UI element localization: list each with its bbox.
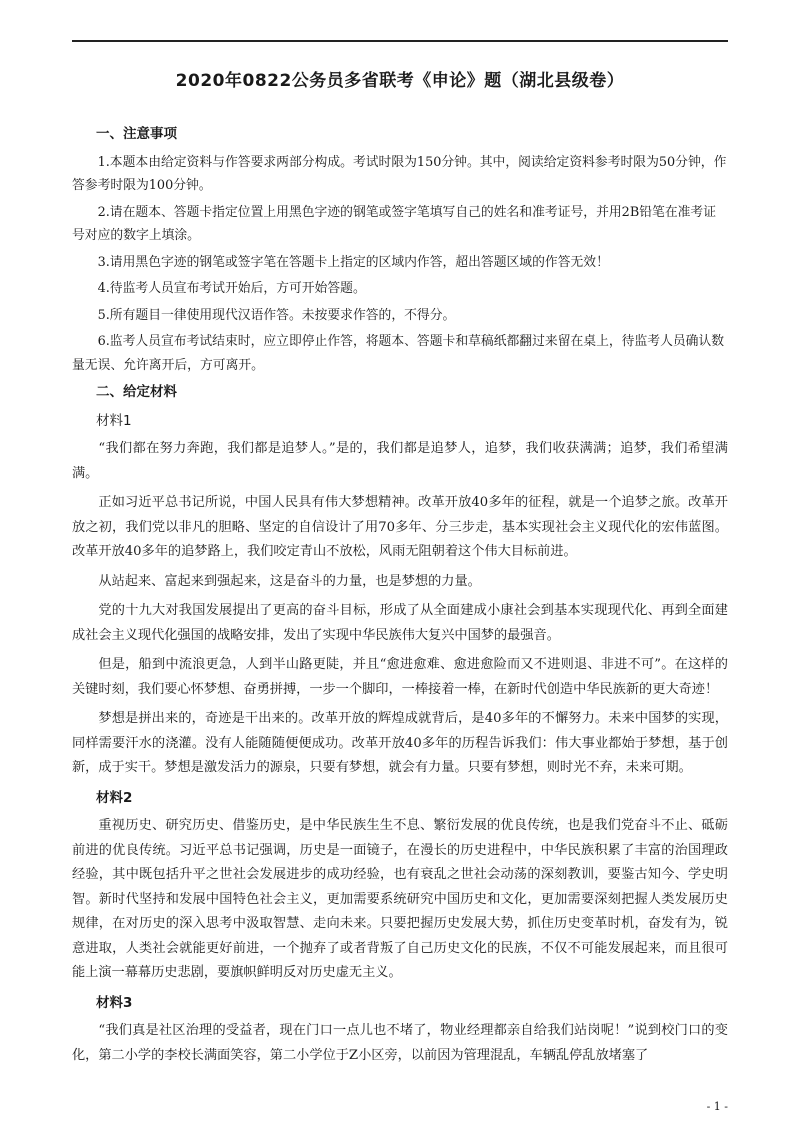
material-2-paragraph: 重视历史、研究历史、借鉴历史，是中华民族生生不息、繁衍发展的优良传统，也是我们党奋斗不止、砥砺前进的优良传统。习近平总书记强调，历史是一面镜子，在漫长的历史进程中，中华民族积累了丰富的治国理政经验，其中既包括升平之世社会发展进步的成功经验，也有衰乱之世社会动荡的深刻教训，要鉴古知今、学史明智。新时代坚持和发展中国特色社会主义，更加需要系统研究中国历史和文化，更加需要深刻把握人类发展历史规律，在对历史的深入思考中汲取智慧、走向未来。只要把握历史发展大势，抓住历史变革时机，奋发有为，锐意进取，人类社会就能更好前进，一个抛弃了或者背叛了自己历史文化的民族，不仅不可能发展起来，而且很可能上演一幕幕历史悲剧，要旗帜鲜明反对历史虚无主义。 <box>72 818 728 980</box>
material-3-paragraph: “我们真是社区治理的受益者，现在门口一点儿也不堵了，物业经理都亲自给我们站岗呢！”说到校门口的变化，第二小学的李校长满面笑容，第二小学位于Z小区旁，以前因为管理混乱，车辆乱停乱放堵塞了 <box>72 1023 728 1063</box>
note-item-3: 3.请用黑色字迹的钢笔或签字笔在答题卡上指定的区域内作答，超出答题区域的作答无效！ <box>97 254 609 270</box>
material-1-paragraph: 正如习近平总书记所说，中国人民具有伟大梦想精神。改革开放40多年的征程，就是一个追梦之旅。改革开放之初，我们党以非凡的胆略、坚定的自信设计了用70多年、分三步走，基本实现社会主义现代化的宏伟蓝图。改革开放40多年的追梦路上，我们咬定青山不放松，风雨无阻朝着这个伟大目标前进。 <box>72 495 728 559</box>
material-1-paragraph: 从站起来、富起来到强起来，这是奋斗的力量，也是梦想的力量。 <box>98 573 481 589</box>
page-number: - 1 - <box>706 1100 728 1113</box>
material-3-label: 材料3 <box>96 994 133 1011</box>
material-1-paragraph: “我们都在努力奔跑，我们都是追梦人。”是的，我们都是追梦人，追梦，我们收获满满；追梦，我们希望满满。 <box>72 441 728 481</box>
header-rule <box>72 40 728 42</box>
material-1-paragraph: 但是，船到中流浪更急，人到半山路更陡，并且“愈进愈难、愈进愈险而又不进则退、非进不可”。在这样的关键时刻，我们要心怀梦想、奋勇拼搏，一步一个脚印，一棒接着一棒，在新时代创造中华民族新的更大奇迹！ <box>72 657 728 697</box>
note-item-4: 4.待监考人员宣布考试开始后，方可开始答题。 <box>97 281 366 296</box>
material-1-label: 材料1 <box>96 412 132 429</box>
material-1-paragraph: 梦想是拼出来的，奇迹是干出来的。改革开放的辉煌成就背后，是40多年的不懈努力。未来中国梦的实现，同样需要汗水的浇灌。没有人能随随便便成功。改革开放40多年的历程告诉我们：伟大事业都始于梦想，基于创新，成于实干。梦想是激发活力的源泉，只要有梦想，就会有力量。只要有梦想，则时光不弃，未来可期。 <box>72 711 728 775</box>
note-item-6: 6.监考人员宣布考试结束时，应立即停止作答，将题本、答题卡和草稿纸都翻过来留在桌上，待监考人员确认数量无误、允许离开后，方可离开。 <box>72 334 725 373</box>
material-2-label: 材料2 <box>96 789 133 806</box>
section-heading-materials: 二、给定材料 <box>96 384 177 400</box>
section-heading-notes: 一、注意事项 <box>96 126 177 142</box>
note-item-1: 1.本题本由给定资料与作答要求两部分构成。考试时限为150分钟。其中，阅读给定资料参考时限为50分钟，作答参考时限为100分钟。 <box>72 154 727 193</box>
note-item-5: 5.所有题目一律使用现代汉语作答。未按要求作答的，不得分。 <box>97 307 456 323</box>
document-body <box>72 122 728 1073</box>
note-item-2: 2.请在题本、答题卡指定位置上用黑色字迹的钢笔或签字笔填写自己的姓名和准考证号，并用2B铅笔在准考证号对应的数字上填涂。 <box>72 204 717 243</box>
material-1-paragraph: 党的十九大对我国发展提出了更高的奋斗目标，形成了从全面建成小康社会到基本实现现代化、再到全面建成社会主义现代化强国的战略安排，发出了实现中华民族伟大复兴中国梦的最强音。 <box>72 603 728 643</box>
page-title: 2020年0822公务员多省联考《申论》题（湖北县级卷） <box>175 71 625 91</box>
